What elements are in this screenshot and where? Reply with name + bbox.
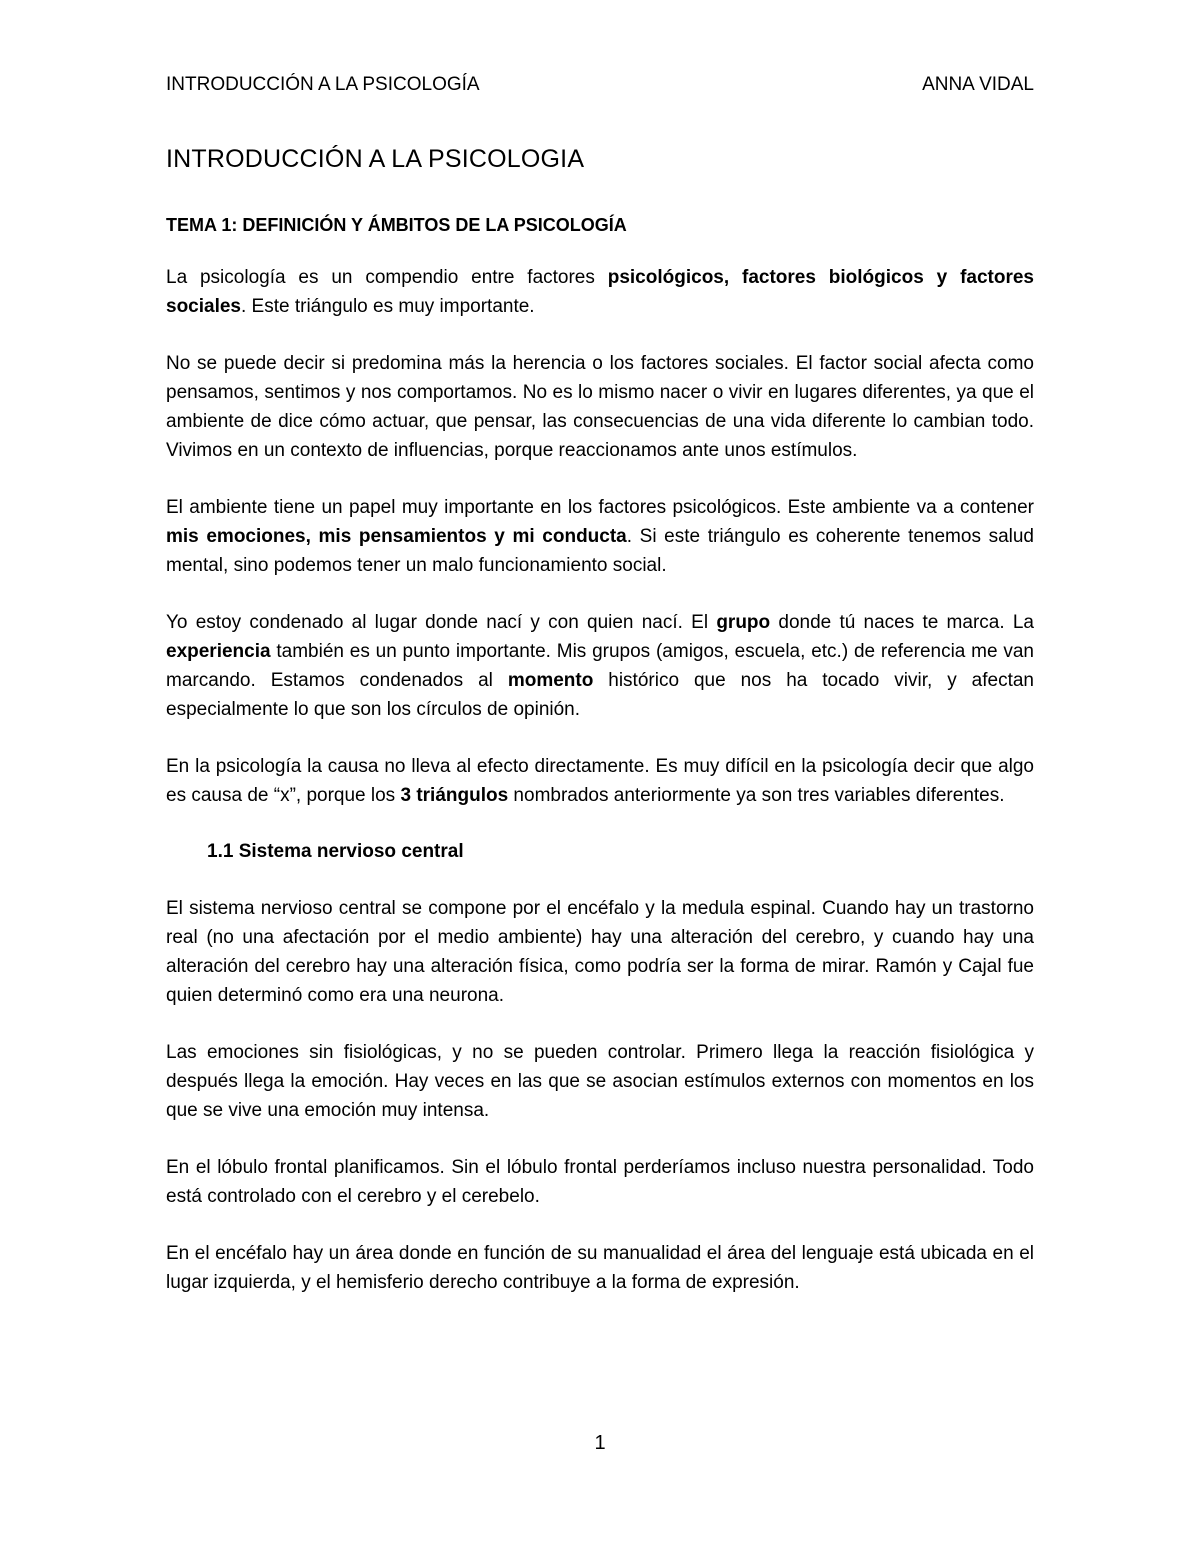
document-body (166, 142, 1034, 1325)
paragraph-1-bold: psicológicos, factores biológicos y factores sociales (166, 267, 1034, 317)
paragraph-4-bold-experiencia: experiencia (166, 641, 271, 662)
paragraph-3-text-c: . Si este triángulo es coherente tenemos salud mental, sino podemos tener un malo funcionamiento social. (166, 526, 1034, 576)
paragraph-4-text-c: donde tú naces te marca. La (770, 612, 1035, 633)
paragraph-5-bold: 3 triángulos (400, 785, 509, 806)
paragraph-3-bold: mis emociones, mis pensamientos y mi conducta (166, 526, 627, 547)
paragraph-5 (166, 752, 1034, 810)
header-author: ANNA VIDAL (922, 74, 1034, 95)
paragraph-1-text-c: . Este triángulo es muy importante. (241, 296, 535, 317)
paragraph-3 (166, 493, 1034, 580)
section-heading-1-1: 1.1 Sistema nervioso central (207, 841, 464, 862)
page-number: 1 (594, 1432, 606, 1454)
paragraph-4-text-g: histórico que nos ha tocado vivir, y afectan especialmente lo que son los círculos de opinión. (166, 670, 1034, 720)
paragraph-1-text-a: La psicología es un compendio entre factores (166, 267, 608, 288)
header-course-title: INTRODUCCIÓN A LA PSICOLOGÍA (166, 74, 480, 95)
paragraph-5-text-c: nombrados anteriormente ya son tres variables diferentes. (508, 785, 1005, 806)
paragraph-9: En el encéfalo hay un área donde en función de su manualidad el área del lenguaje está ubicada en el lugar izquierda, y el hemisferio derecho contribuye a la forma de expresión. (166, 1243, 1034, 1293)
page-header (166, 72, 1034, 102)
paragraph-4 (166, 608, 1034, 724)
paragraph-4-text-e: también es un punto importante. Mis grupos (amigos, escuela, etc.) de referencia me van marcando. Estamos condenados al (166, 641, 1034, 691)
paragraph-5-text-a: En la psicología la causa no lleva al efecto directamente. Es muy difícil en la psicología decir que algo es causa de “x”, porque los (166, 756, 1034, 806)
paragraph-1 (166, 263, 1034, 321)
tema-title: TEMA 1: DEFINICIÓN Y ÁMBITOS DE LA PSICOLOGÍA (166, 215, 627, 235)
paragraph-4-bold-momento: momento (507, 670, 594, 691)
paragraph-3-text-a: El ambiente tiene un papel muy importante en los factores psicológicos. Este ambiente va a contener (166, 497, 1034, 518)
paragraph-8: En el lóbulo frontal planificamos. Sin el lóbulo frontal perderíamos incluso nuestra personalidad. Todo está controlado con el cerebro y el cerebelo. (166, 1157, 1034, 1207)
paragraph-7: Las emociones sin fisiológicas, y no se pueden controlar. Primero llega la reacción fisiológica y después llega la emoción. Hay veces en las que se asocian estímulos externos con momentos en los que se vive una emoción muy intensa. (166, 1042, 1034, 1121)
paragraph-4-text-a: Yo estoy condenado al lugar donde nací y con quien nací. El (166, 612, 717, 633)
paragraph-4-bold-grupo: grupo (716, 612, 771, 633)
paragraph-2: No se puede decir si predomina más la herencia o los factores sociales. El factor social afecta como pensamos, sentimos y nos comportamos. No es lo mismo nacer o vivir en lugares diferentes, ya que el ambiente de dice cómo actuar, que pensar, las consecuencias de una vida diferente lo cambian todo. Vivimos en un contexto de influencias, porque reaccionamos ante unos estímulos. (166, 353, 1034, 461)
document-title: INTRODUCCIÓN A LA PSICOLOGIA (166, 145, 585, 173)
paragraph-6: El sistema nervioso central se compone por el encéfalo y la medula espinal. Cuando hay un trastorno real (no una afectación por el medio ambiente) hay una alteración del cerebro, y cuando hay una alteración del cerebro hay una alteración física, como podría ser la forma de mirar. Ramón y Cajal fue quien determinó como era una neurona. (166, 898, 1034, 1006)
